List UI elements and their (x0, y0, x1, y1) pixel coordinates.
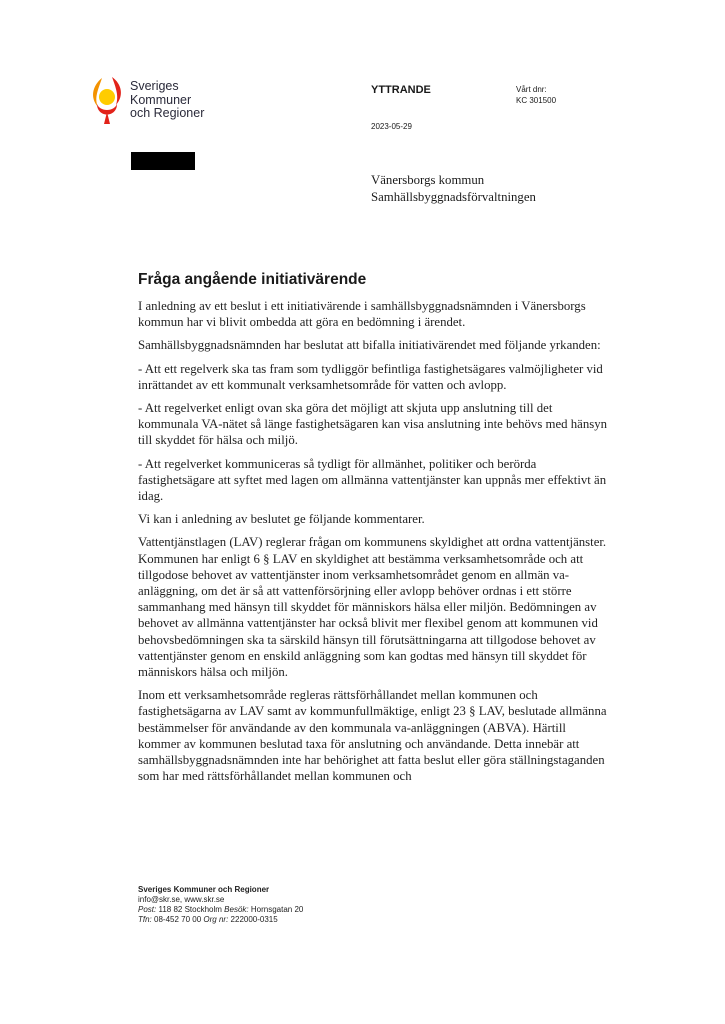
footer-phone-value: 08-452 70 00 (154, 915, 202, 924)
body-paragraph: I anledning av ett beslut i ett initiativärende i samhällsbyggnadsnämnden i Vänersborgs kommun har vi blivit ombedda att göra en bedömning i ärendet. (138, 299, 586, 330)
document-type: YTTRANDE (371, 84, 431, 96)
footer-orgnr-label: Org nr: (203, 915, 229, 924)
organization-name (130, 80, 204, 121)
footer-visit-value: Hornsgatan 20 (250, 905, 304, 914)
body-paragraph: - Att ett regelverk ska tas fram som tydliggör befintliga fastighetsägares valmöjligheter vid inrättandet av ett kommunalt verksamhetsområde för vatten och avlopp. (138, 361, 603, 392)
footer-post-label: Post: (138, 905, 157, 914)
reference-label: Vårt dnr: (516, 85, 547, 94)
footer-phone-label: Tfn: (138, 915, 152, 924)
document-date: 2023-05-29 (371, 122, 412, 131)
recipient-address (371, 172, 536, 206)
skr-flame-icon (88, 74, 126, 124)
body-paragraph: Vi kan i anledning av beslutet ge följande kommentarer. (138, 512, 425, 527)
reference-number-block (516, 84, 556, 106)
body-paragraph: Vattentjänstlagen (LAV) reglerar frågan om kommunens skyldighet att ordna vattentjänster. Kommunen har enligt 6 § LAV en skyldighet att bestämma verksamhetsområde och att tillgodose behovet av vattentjänster inom verksamhetsområdet genom en allmän va-anläggning, om det är så att vattenförsörjning eller avlopp behöver ordnas i ett större sammanhang med hänsyn till skyddet för människors hälsa eller miljön. Bedömningen av behovet av allmänna vattentjänster har också blivit mer flexibel genom att kommunen vid behovsbedömningen ska ta särskild hänsyn till förutsättningarna att tillgodose behovet av vattentjänster genom en enskild anläggning som kan godtas med hänsyn till skyddet för människors hälsa och miljön. (138, 535, 607, 680)
footer-org-name: Sveriges Kommuner och Regioner (138, 885, 270, 894)
org-line-3: och Regioner (130, 106, 205, 120)
footer-contact: info@skr.se, www.skr.se (138, 895, 225, 904)
document-body (138, 298, 608, 791)
body-paragraph: - Att regelverket enligt ovan ska göra det möjligt att skjuta upp anslutning till det kommunala VA-nätet så länge fastighetsägaren kan visa anslutning inte behövs med hänsyn till skyddet för hälsa och miljö. (138, 401, 607, 448)
skr-logo (88, 74, 238, 134)
org-line-2: Kommuner (130, 92, 192, 107)
body-paragraph: - Att regelverket kommuniceras så tydligt för allmänhet, politiker och berörda fastighetsägare att syftet med lagen om allmänna vattentjänster kan uppnås mer effektivt än idag. (138, 456, 607, 504)
body-paragraph: Samhällsbyggnadsnämnden har beslutat att bifalla initiativärendet med följande yrkanden: (138, 338, 601, 353)
footer-post-value: 118 82 Stockholm (158, 905, 222, 914)
document-title: Fråga angående initiativärende (138, 271, 367, 288)
body-paragraph: Inom ett verksamhetsområde regleras rättsförhållandet mellan kommunen och fastighetsägarna av LAV samt av kommunfullmäktige, enligt 23 § LAV, beslutade allmänna bestämmelser för användande av den kommunala va-anläggningen (ABVA). Härtill kommer av kommunen beslutad taxa för anslutning och användande. Detta innebär att samhällsbyggnadsnämnden inte har behörighet att fatta beslut eller göra ställningstaganden som har med rättsförhållandet mellan kommunen och (138, 688, 607, 784)
footer-phone-orgnr (138, 915, 303, 925)
recipient-line-2: Samhällsbyggnadsförvaltningen (371, 190, 536, 204)
redaction-bar (131, 152, 195, 170)
recipient-line-1: Vänersborgs kommun (371, 173, 485, 187)
footer-address (138, 905, 303, 915)
reference-number: KC 301500 (516, 96, 557, 105)
footer (138, 885, 303, 925)
footer-visit-label: Besök: (224, 905, 249, 914)
org-line-1: Sveriges (130, 79, 179, 93)
footer-orgnr-value: 222000-0315 (230, 915, 278, 924)
